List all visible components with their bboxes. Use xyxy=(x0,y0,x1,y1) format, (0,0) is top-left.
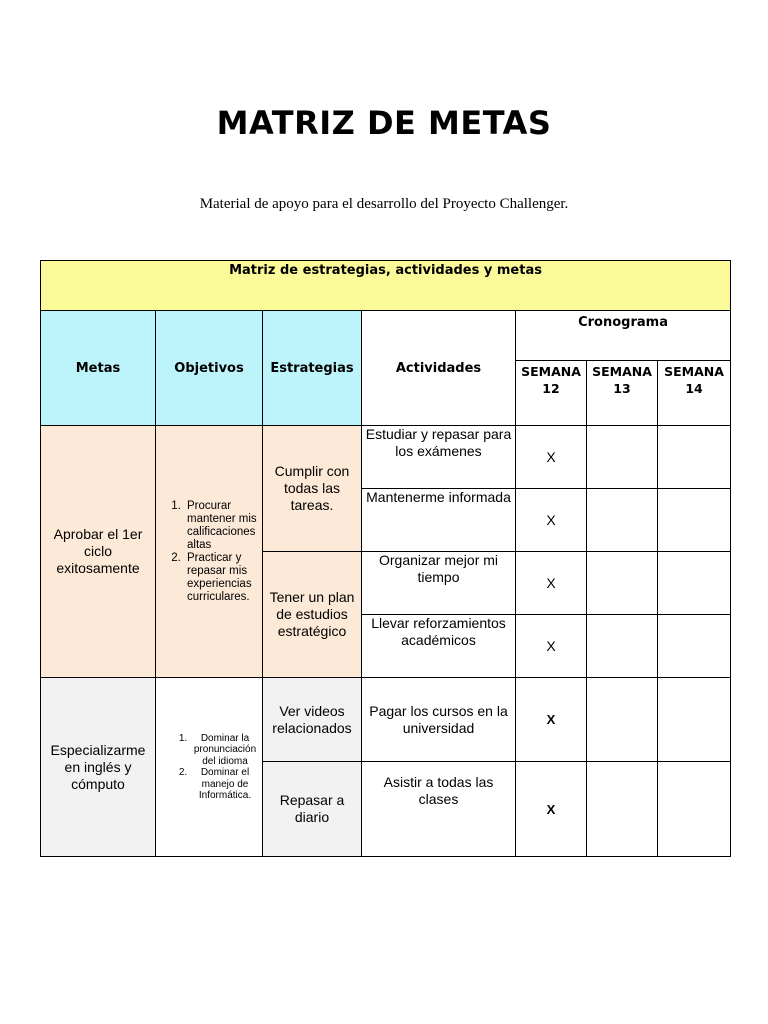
meta-cell: Aprobar el 1er ciclo exitosamente xyxy=(41,426,156,678)
actividad-cell: Organizar mejor mi tiempo xyxy=(362,552,516,615)
actividad-cell: Mantenerme informada xyxy=(362,489,516,552)
mark-cell: X xyxy=(516,762,587,857)
mark-cell xyxy=(658,426,731,489)
table-caption: Matriz de estrategias, actividades y metas xyxy=(41,261,731,311)
mark-cell xyxy=(587,615,658,678)
objetivo-item: 1. Procurar mantener mis calificaciones altas xyxy=(184,500,260,552)
actividad-cell: Estudiar y repasar para los exámenes xyxy=(362,426,516,489)
objetivos-cell xyxy=(156,678,263,857)
header-cronograma: Cronograma xyxy=(516,311,731,361)
mark-cell: X xyxy=(516,552,587,615)
actividad-cell: Pagar los cursos en la universidad xyxy=(362,678,516,762)
header-estrategias: Estrategias xyxy=(263,311,362,426)
goals-matrix-table xyxy=(40,260,731,857)
mark-cell xyxy=(658,762,731,857)
mark-cell xyxy=(587,678,658,762)
mark-cell xyxy=(587,762,658,857)
mark-cell xyxy=(587,426,658,489)
page-subtitle: Material de apoyo para el desarrollo del Proyecto Challenger. xyxy=(199,196,569,212)
meta-cell: Especializarme en inglés y cómputo xyxy=(41,678,156,857)
mark-cell xyxy=(587,489,658,552)
mark-cell xyxy=(587,552,658,615)
page-title: MATRIZ DE METAS xyxy=(216,104,552,142)
estrategia-cell: Ver videos relacionados xyxy=(263,678,362,762)
objetivo-item: 1. Dominar la pronunciación del idioma xyxy=(190,733,260,768)
estrategia-cell: Repasar a diario xyxy=(263,762,362,857)
header-metas: Metas xyxy=(41,311,156,426)
estrategia-cell: Tener un plan de estudios estratégico xyxy=(263,552,362,678)
mark-cell: X xyxy=(516,615,587,678)
header-week-12: SEMANA 12 xyxy=(516,361,587,426)
mark-cell xyxy=(658,552,731,615)
header-week-14: SEMANA 14 xyxy=(658,361,731,426)
estrategia-cell: Cumplir con todas las tareas. xyxy=(263,426,362,552)
mark-cell xyxy=(658,489,731,552)
mark-cell xyxy=(658,678,731,762)
header-actividades: Actividades xyxy=(362,311,516,426)
header-objetivos: Objetivos xyxy=(156,311,263,426)
actividad-cell: Asistir a todas las clases xyxy=(362,762,516,857)
mark-cell xyxy=(658,615,731,678)
header-week-13: SEMANA 13 xyxy=(587,361,658,426)
mark-cell: X xyxy=(516,489,587,552)
objetivos-cell xyxy=(156,426,263,678)
actividad-cell: Llevar reforzamientos académicos xyxy=(362,615,516,678)
objetivo-item: 2. Dominar el manejo de Informática. xyxy=(190,767,260,802)
mark-cell: X xyxy=(516,426,587,489)
objetivo-item: 2. Practicar y repasar mis experiencias curriculares. xyxy=(184,552,260,604)
mark-cell: X xyxy=(516,678,587,762)
